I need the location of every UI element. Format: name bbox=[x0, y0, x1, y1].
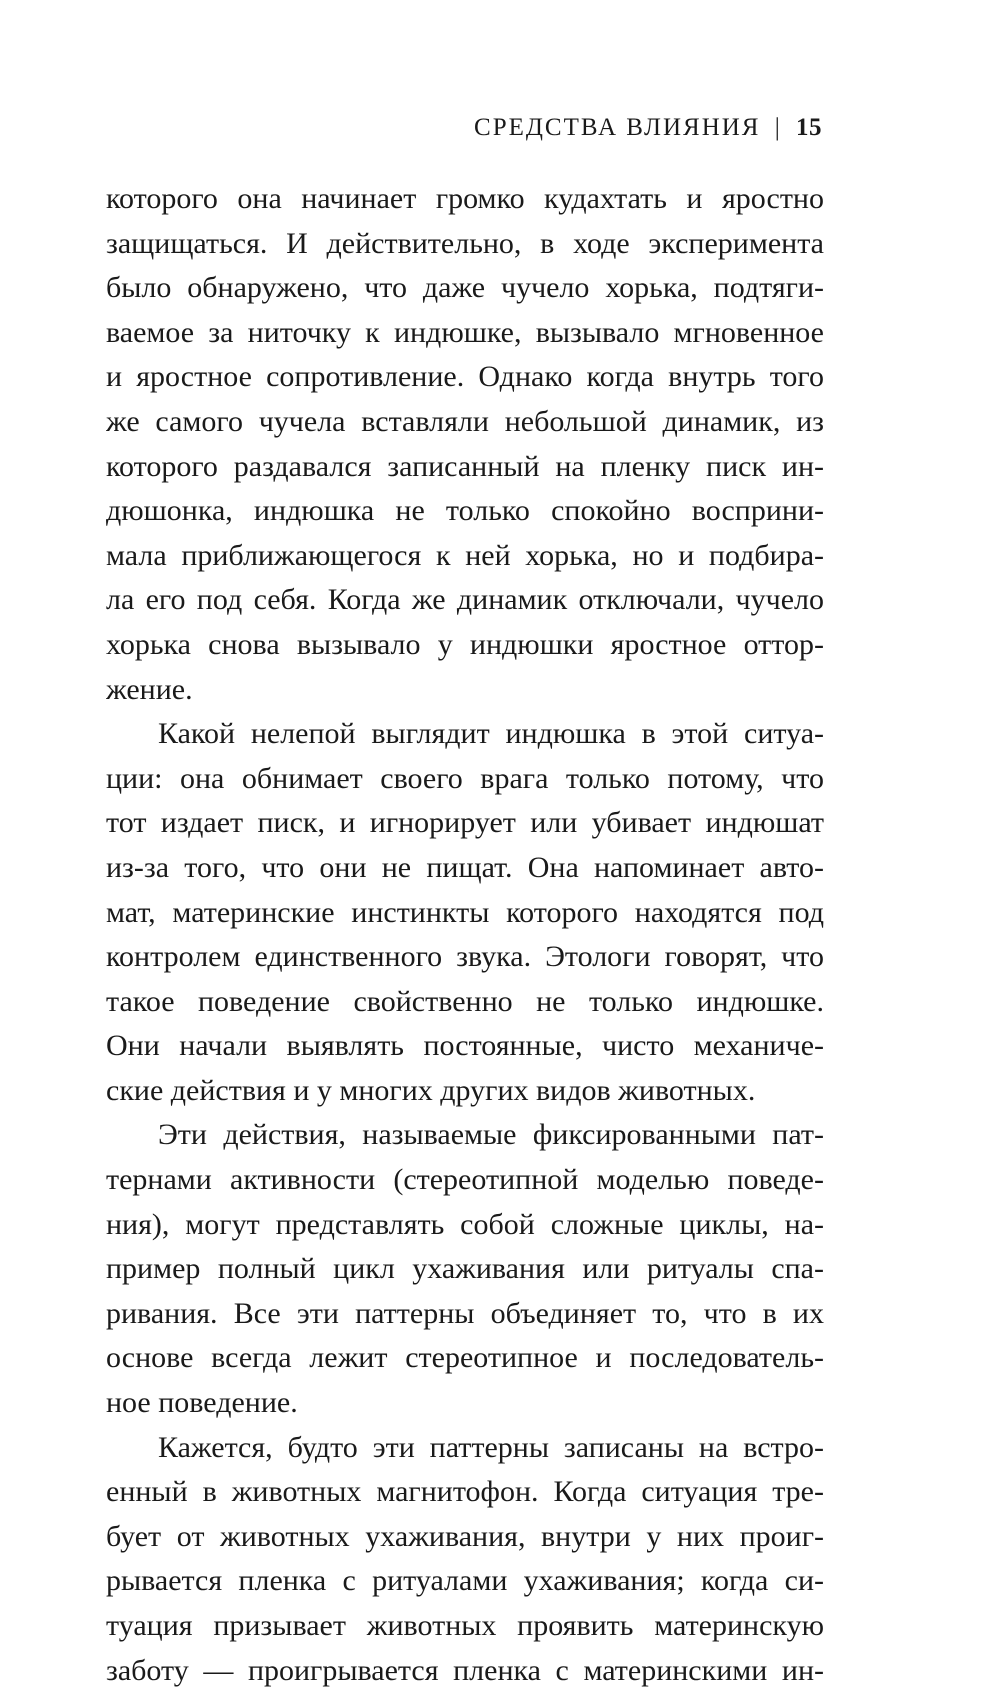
text-line: которого она начинает громко кудахтать и яростно bbox=[106, 182, 824, 215]
running-title: СРЕДСТВА ВЛИЯНИЯ bbox=[474, 114, 761, 141]
text-line: мат, материнские инстинкты которого находятся под bbox=[106, 895, 824, 929]
text-line: заботу — проигрывается пленка с материнскими ин- bbox=[106, 1653, 824, 1687]
text-line: жение. bbox=[106, 672, 193, 706]
text-line: ские действия и у многих других видов животных. bbox=[106, 1073, 756, 1107]
text-line: которого раздавался записанный на пленку писк ин- bbox=[106, 449, 824, 483]
text-line: тернами активности (стереотипной моделью поведе- bbox=[106, 1163, 824, 1197]
text-line: ла его под себя. Когда же динамик отключали, чучело bbox=[106, 583, 824, 617]
text-line: мала приближающегося к ней хорька, но и подбира- bbox=[106, 538, 824, 572]
text-line: хорька снова вызывало у индюшки яростное оттор- bbox=[106, 627, 824, 661]
text-line: туация призывает животных проявить материнскую bbox=[106, 1609, 824, 1642]
running-head bbox=[474, 114, 822, 142]
text-line: же самого чучела вставляли небольшой динамик, из bbox=[106, 404, 824, 438]
text-line: из-за того, что они не пищат. Она напоминает авто- bbox=[106, 850, 824, 884]
text-line: ривания. Все эти паттерны объединяет то, что в их bbox=[106, 1296, 824, 1330]
text-line: ваемое за ниточку к индюшке, вызывало мгновенное bbox=[106, 315, 824, 349]
page-number: 15 bbox=[796, 114, 822, 141]
text-line: Они начали выявлять постоянные, чисто механиче- bbox=[106, 1029, 824, 1063]
text-line: бует от животных ухаживания, внутри у них проиг- bbox=[106, 1519, 824, 1553]
body-text bbox=[106, 182, 824, 1698]
text-line: и яростное сопротивление. Однако когда внутрь того bbox=[106, 360, 824, 394]
text-line: контролем единственного звука. Этологи говорят, что bbox=[106, 940, 824, 974]
text-line: пример полный цикл ухаживания или ритуалы спа- bbox=[106, 1252, 824, 1286]
text-line: основе всегда лежит стереотипное и последователь- bbox=[106, 1341, 824, 1375]
text-line: дюшонка, индюшка не только спокойно восприни- bbox=[106, 494, 824, 528]
text-line: такое поведение свойственно не только индюшке. bbox=[106, 984, 824, 1018]
paragraph-first-line: Кажется, будто эти паттерны записаны на встро- bbox=[158, 1430, 824, 1464]
paragraph-first-line: Какой нелепой выглядит индюшка в этой ситуа- bbox=[158, 717, 824, 751]
text-line: тот издает писк, и игнорирует или убивает индюшат bbox=[106, 806, 824, 840]
text-line: ное поведение. bbox=[106, 1386, 298, 1420]
text-line: ния), могут представлять собой сложные циклы, на- bbox=[106, 1207, 824, 1241]
text-line: ции: она обнимает своего врага только потому, что bbox=[106, 761, 824, 795]
text-line: защищаться. И действительно, в ходе эксперимента bbox=[106, 226, 824, 260]
text-line: рывается пленка с ритуалами ухаживания; когда си- bbox=[106, 1564, 824, 1598]
paragraph-first-line: Эти действия, называемые фиксированными пат- bbox=[158, 1118, 824, 1152]
text-line: енный в животных магнитофон. Когда ситуация тре- bbox=[106, 1475, 824, 1509]
text-line: было обнаружено, что даже чучело хорька, подтяги- bbox=[106, 271, 824, 305]
running-head-separator: | bbox=[774, 114, 782, 141]
